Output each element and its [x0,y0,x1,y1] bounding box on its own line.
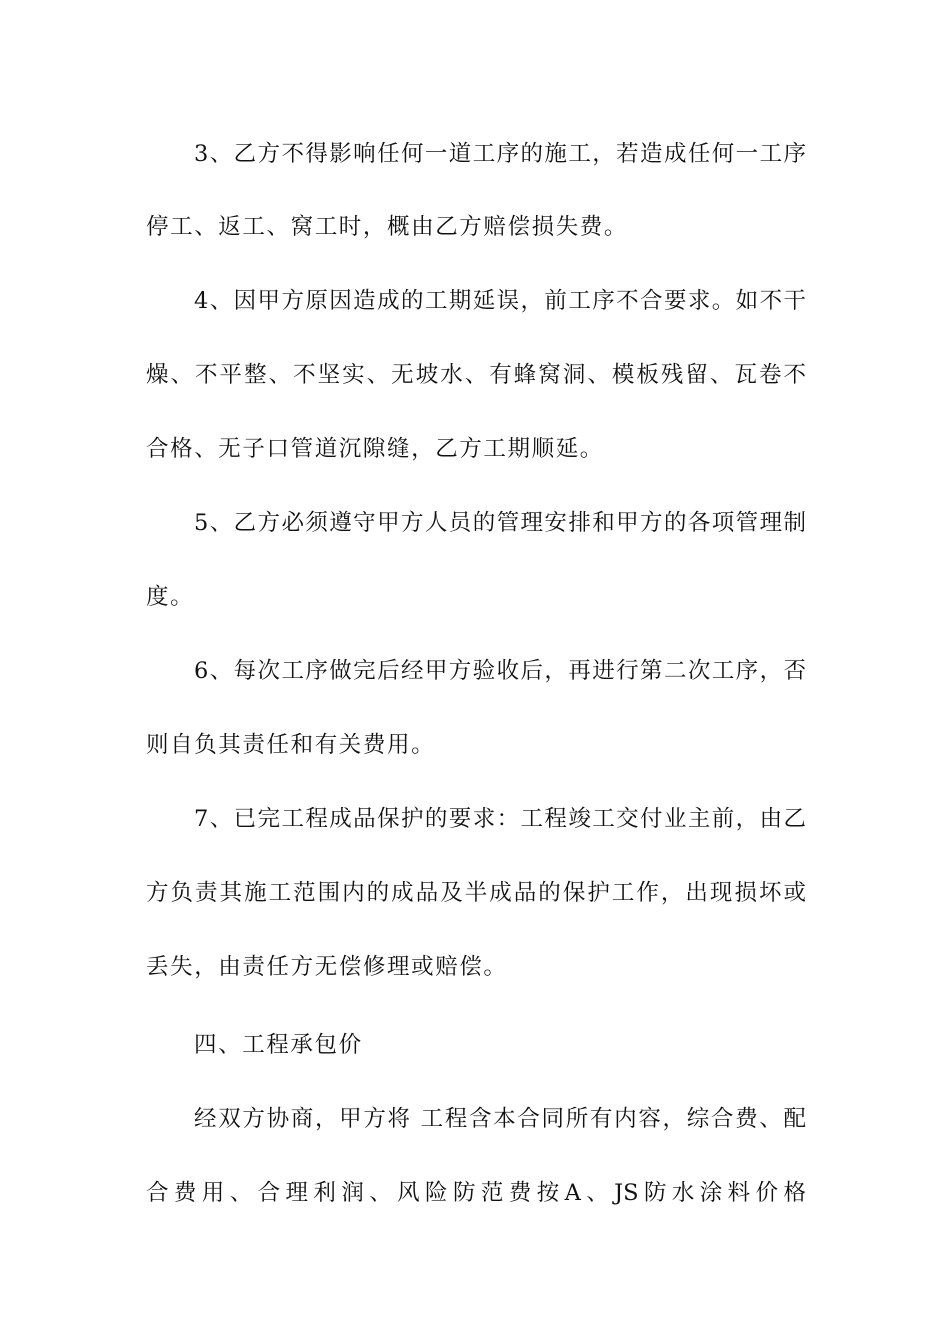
paragraph-4-line-1: 4、因甲方原因造成的工期延误，前工序不合要求。如不干 [194,288,806,314]
paragraph-5-line-2: 度。 [146,584,195,610]
paragraph-3-line-2: 停工、返工、窝工时，概由乙方赔偿损失费。 [146,214,629,240]
paragraph-4-line-2: 燥、不平整、不坚实、无坡水、有蜂窝洞、模板残留、瓦卷不 [146,362,806,388]
paragraph-4-line-3: 合格、无子口管道沉隙缝，乙方工期顺延。 [146,436,604,462]
paragraph-3-line-1: 3、乙方不得影响任何一道工序的施工，若造成任何一工序 [194,141,806,167]
paragraph-7-line-1: 7、已完工程成品保护的要求：工程竣工交付业主前，由乙 [194,806,806,832]
section-heading-4: 四、工程承包价 [194,1032,363,1058]
paragraph-price-line-2: 合费用、合理利润、风险防范费按A、JS防水涂料价格 [146,1180,806,1206]
paragraph-price-line-1: 经双方协商，甲方将 工程含本合同所有内容，综合费、配 [194,1106,806,1132]
paragraph-5-line-1: 5、乙方必须遵守甲方人员的管理安排和甲方的各项管理制 [194,510,806,536]
paragraph-7-line-2: 方负责其施工范围内的成品及半成品的保护工作，出现损坏或 [146,880,806,906]
paragraph-6-line-2: 则自负其责任和有关费用。 [146,732,436,758]
paragraph-6-line-1: 6、每次工序做完后经甲方验收后，再进行第二次工序，否 [194,658,806,684]
paragraph-7-line-3: 丢失，由责任方无偿修理或赔偿。 [146,954,508,980]
